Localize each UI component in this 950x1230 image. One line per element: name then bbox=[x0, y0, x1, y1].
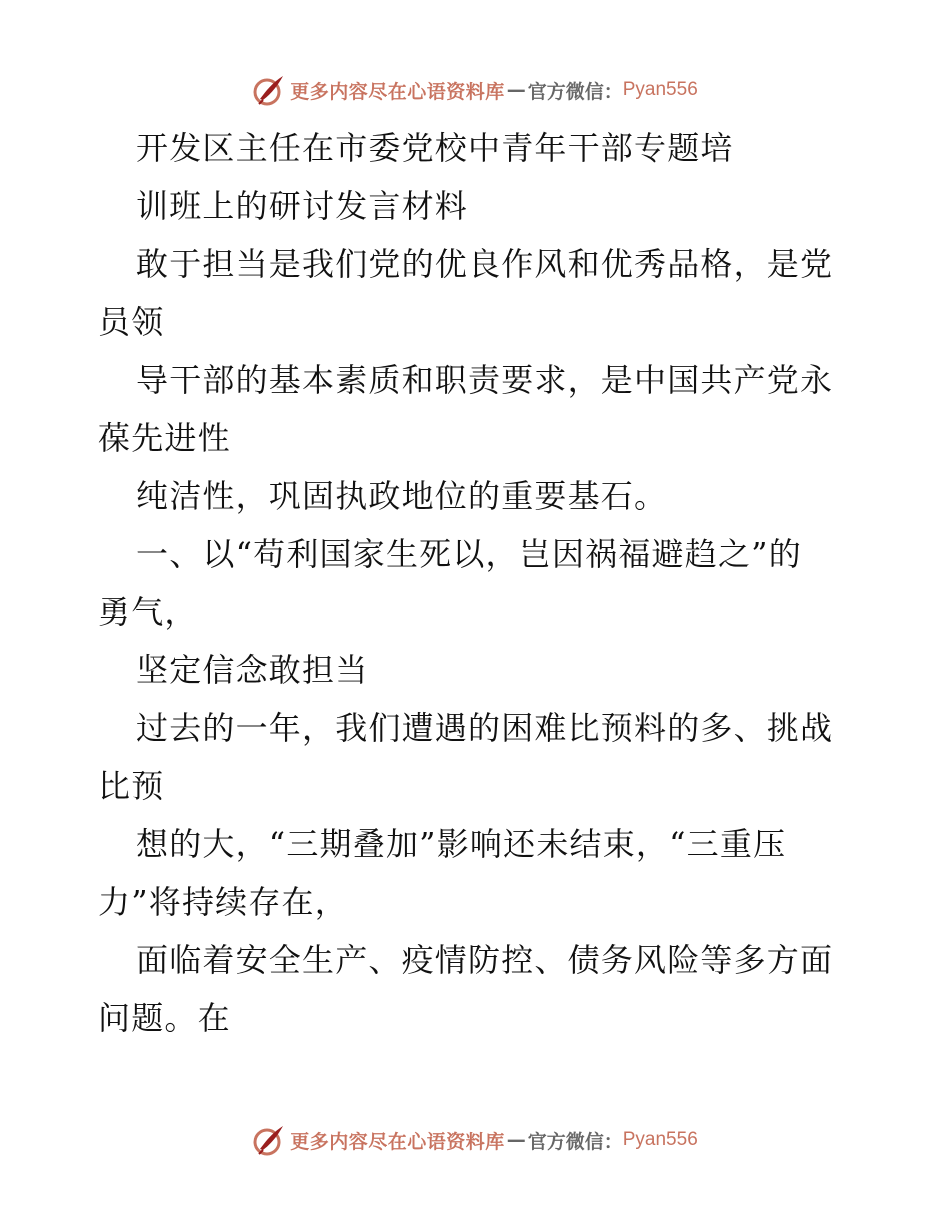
watermark-main-text: 更多内容尽在心语资料库 bbox=[290, 80, 505, 103]
watermark-wechat-id: Pyan556 bbox=[622, 79, 698, 100]
text-line: 过去的一年，我们遭遇的困难比预料的多、挑战 bbox=[136, 709, 834, 747]
text-line: 导干部的基本素质和职责要求，是中国共产党永 bbox=[136, 361, 834, 399]
text-line: 葆先进性 bbox=[98, 419, 231, 457]
text-line: 敢于担当是我们党的优良作风和优秀品格，是党 bbox=[136, 245, 834, 283]
footer-watermark bbox=[0, 1120, 950, 1160]
text-line: 开发区主任在市委党校中青年干部专题培 bbox=[136, 129, 734, 167]
watermark-main-text: 更多内容尽在心语资料库 bbox=[290, 1130, 505, 1153]
text-line: 力”将持续存在， bbox=[98, 883, 348, 921]
feather-pen-logo-icon bbox=[252, 73, 286, 107]
watermark-sub-text: 官方微信： bbox=[527, 1130, 623, 1153]
watermark-dash: — bbox=[506, 1129, 526, 1151]
watermark-dash: — bbox=[506, 79, 526, 101]
text-line: 面临着安全生产、疫情防控、债务风险等多方面 bbox=[136, 941, 834, 979]
text-line: 问题。在 bbox=[98, 999, 231, 1037]
text-line: 训班上的研讨发言材料 bbox=[136, 187, 469, 225]
text-line: 勇气， bbox=[98, 593, 198, 631]
watermark-sub-text: 官方微信： bbox=[527, 80, 623, 103]
feather-pen-logo-icon bbox=[252, 1123, 286, 1157]
text-line: 一、以“苟利国家生死以，岂因祸福避趋之”的 bbox=[136, 535, 802, 573]
header-watermark bbox=[0, 70, 950, 110]
text-line: 想的大，“三期叠加”影响还未结束，“三重压 bbox=[136, 825, 787, 863]
text-line: 坚定信念敢担当 bbox=[136, 651, 369, 689]
document-body bbox=[98, 119, 868, 1047]
watermark-wechat-id: Pyan556 bbox=[622, 1129, 698, 1150]
text-line: 比预 bbox=[98, 767, 165, 805]
text-line: 员领 bbox=[98, 303, 165, 341]
text-line: 纯洁性，巩固执政地位的重要基石。 bbox=[136, 477, 668, 515]
